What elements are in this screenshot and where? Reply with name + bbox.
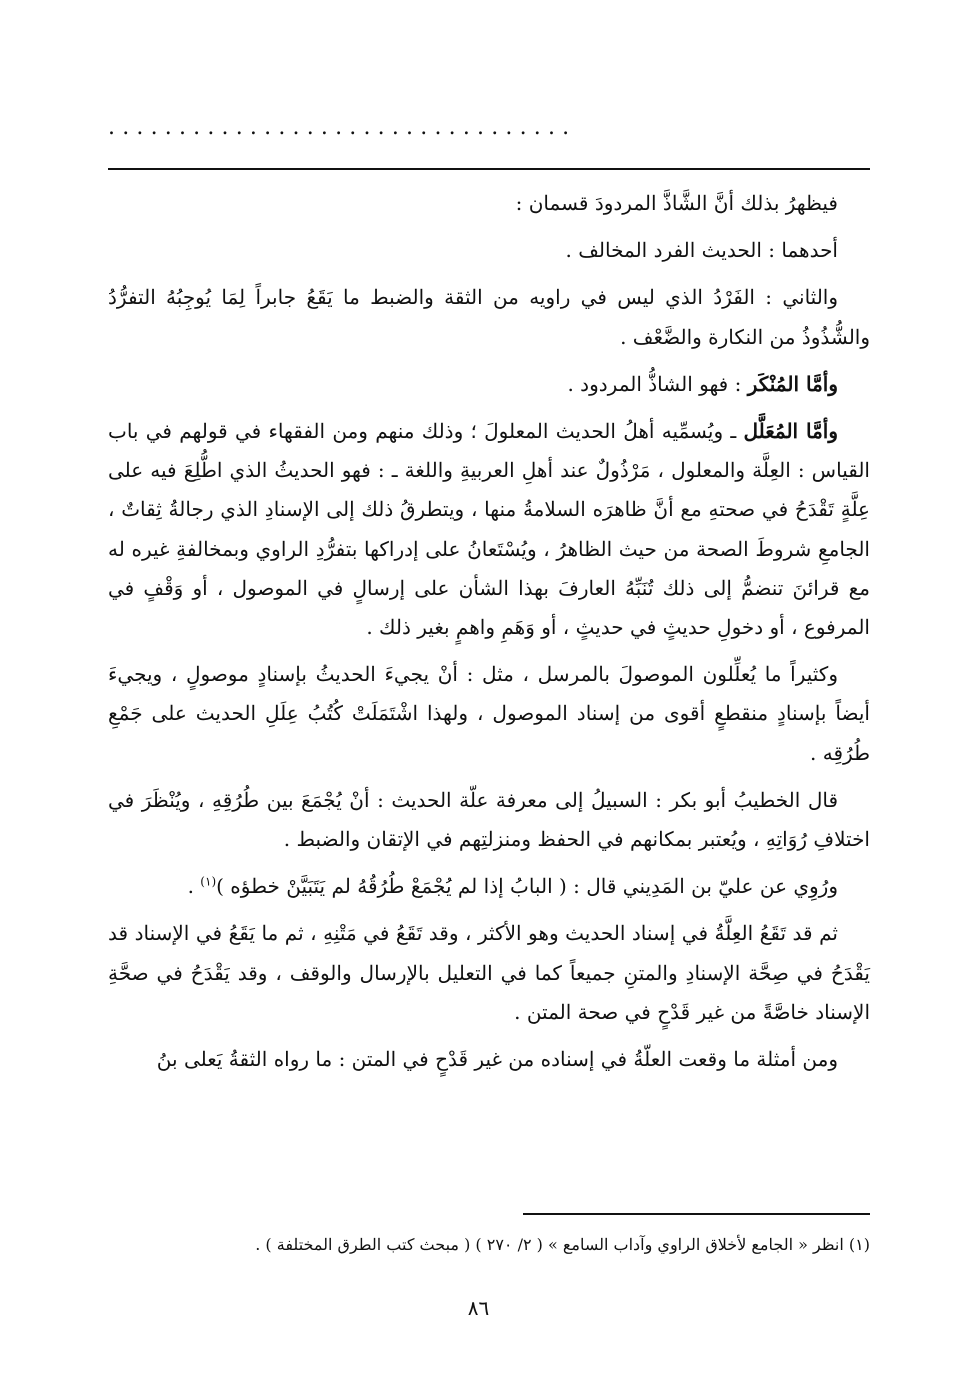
paragraph-3: والثاني : الفَرْدُ الذي ليس في راويه من الثقة والضبط ما يَقَعُ جابراً لِمَا يُوجِبُهُ التفرُّدُ والشُّذُوذُ من النكارة والضَّعْف . — [108, 285, 870, 349]
term-muallal: وأمَّا المُعَلَّل — [743, 419, 838, 444]
page-number: ٨٦ — [467, 1296, 490, 1320]
footnote-rule — [523, 1213, 870, 1215]
main-text — [108, 184, 870, 1087]
paragraph-6: وكثيراً ما يُعلِّلون الموصولَ بالمرسل ، مثل : أنْ يجيءَ الحديثُ بإسنادٍ موصولٍ ، ويجيءَ أيضاً بإسنادٍ منقطعٍ أقوى من إسناد الموصول ، ولهذا اشْتَمَلَتْ كُتُبُ عِلَلِ الحديث على جَمْعِ طُرُقِه . — [108, 662, 870, 765]
paragraph-8-text: ورُوِي عن عليّ بن المَدِيني قال : ( البابُ إذا لم يُجْمَعْ طُرُقُهُ لم يَتَبَيَّنْ خطؤه ) — [216, 874, 838, 899]
paragraph-5 — [108, 412, 870, 647]
paragraph-7: قال الخطيبُ أبو بكر : السبيلُ إلى معرفة علّة الحديث : أنْ يُجْمَعَ بين طُرُقِهِ ، ويُنْظَرَ في اختلافِ رُوَاتِهِ ، ويُعتبر بمكانهم في الحفظ ومنزلتِهم في الإتقان والضبط . — [108, 787, 870, 852]
paragraph-2: أحدهما : الحديث الفرد المخالف . — [565, 238, 838, 263]
paragraph-4-text: : فهو الشاذُّ المردود . — [567, 371, 748, 396]
paragraph-10: ومن أمثلة ما وقعت العلّةُ في إسناده من غير قَدْحٍ في المتن : ما رواه الثقةُ يَعلى بنُ — [156, 1047, 838, 1072]
paragraph-9: ثم قد تَقَعُ العِلَّةُ في إسناد الحديث وهو الأكثر ، وقد تَقَعُ في مَتْنِهِ ، ثم ما يَقَعُ في الإسناد قد يَقْدَحُ في صِحَّة الإسنادِ والمتنِ جميعاً كما في التعليل بالإرسال والوقف ، وقد يَقْدَحُ في صحَّةِ الإسناد خاصَّةً من غير قَدْحٍ في صحة المتن . — [108, 921, 870, 1024]
term-munkar: وأمَّا المُنْكَر — [747, 371, 838, 396]
footnote: (١) انظر « الجامع لأخلاق الراوي وآداب السامع » ( ٢/ ٢٧٠ ) ( مبحث كتب الطرق المختلفة ) . — [255, 1235, 870, 1254]
header-dotted-line: ................................. — [108, 118, 577, 138]
paragraph-1: فيظهرُ بذلك أنَّ الشَّاذَّ المردودَ قسمان : — [515, 191, 838, 215]
header-rule — [108, 168, 870, 170]
paragraph-5-text: ـ ويُسمِّيه أهلُ الحديث المعلولَ ؛ وذلك منهم ومن الفقهاء في قولهم في باب القياس : العِلَّة والمعلول ، مَرْذُولٌ عند أهلِ العربيةِ واللغة ـ : فهو الحديثُ الذي اطُّلِعَ فيه على عِلَّةٍ تَقْدَحُ في صحتهِ مع أنَّ ظاهرَه السلامةُ منها ، ويتطرقُ ذلك إلى الإسنادِ الذي رجالةُ ثِقاتٌ ، الجامعِ شروطَ الصحة من حيث الظاهرُ ، ويُسْتَعانُ على إدراكها بتفرُّدِ الراوي وبمخالفةِ غيره له مع قرائنَ تنضمُّ إلى ذلك تُنَبِّهُ العارفَ بهذا الشأن على إرسالٍ في الموصول ، أو وَقْفٍ في المرفوع ، أو دخولِ حديثٍ في حديثٍ ، أو وَهَمِ واهمٍ بغير ذلك . — [108, 419, 870, 640]
paragraph-8-end: . — [187, 874, 201, 899]
footnote-marker[interactable]: (١) — [200, 874, 217, 889]
paragraph-4 — [108, 365, 870, 404]
paragraph-8 — [108, 867, 870, 906]
